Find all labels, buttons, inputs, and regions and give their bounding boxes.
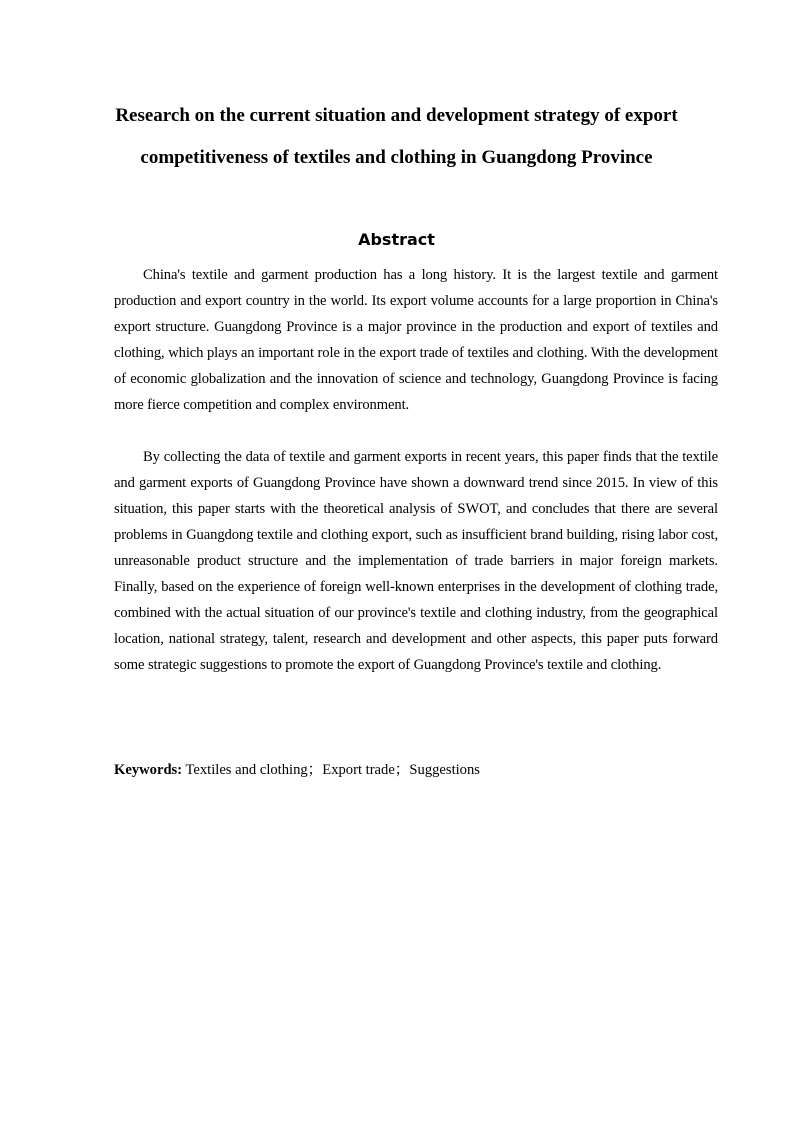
paper-title-line-2: competitiveness of textiles and clothing in Guangdong Province [140, 147, 653, 168]
keywords-line [114, 757, 718, 783]
abstract-heading: Abstract [358, 230, 435, 249]
keywords-text: Textiles and clothing；Export trade；Suggestions [182, 762, 480, 778]
abstract-paragraph-1: China's textile and garment production has a long history. It is the largest textile and garment production and export country in the world. Its export volume accounts for a large proportion in China's export structure. Guangdong Province is a major province in the production and export of textiles and clothing, which plays an important role in the export trade of textiles and clothing. With the development of economic globalization and the innovation of science and technology, Guangdong Province is facing more fierce competition and complex environment. [114, 267, 718, 413]
keywords-label: Keywords: [114, 762, 183, 778]
abstract-paragraph-2: By collecting the data of textile and garment exports in recent years, this paper finds that the textile and garment exports of Guangdong Province have shown a downward trend since 2015. In view of this situation, this paper starts with the theoretical analysis of SWOT, and concludes that there are several problems in Guangdong textile and clothing export, such as insufficient brand building, rising labor cost, unreasonable product structure and the implementation of trade barriers in major foreign markets. Finally, based on the experience of foreign well-known enterprises in the development of clothing trade, combined with the actual situation of our province's textile and clothing industry, from the geographical location, national strategy, talent, research and development and other aspects, this paper puts forward some strategic suggestions to promote the export of Guangdong Province's textile and clothing. [114, 449, 718, 673]
paper-title-line-1: Research on the current situation and development strategy of export [115, 105, 678, 126]
